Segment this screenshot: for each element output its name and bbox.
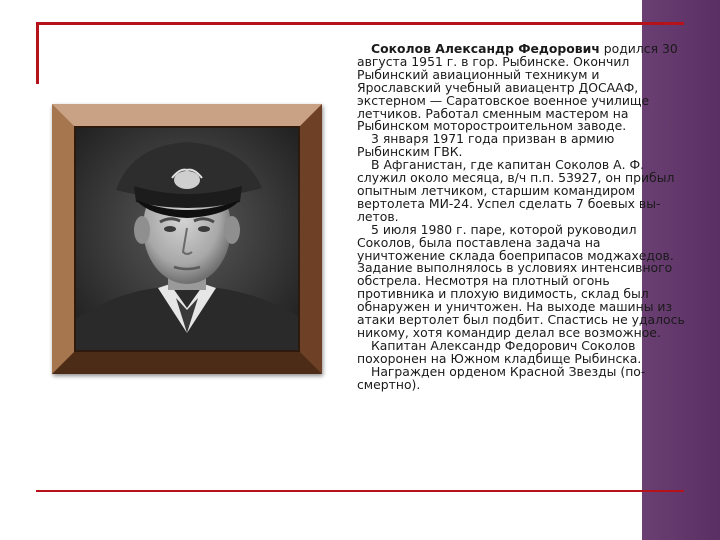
top-accent-line [36,22,684,25]
bio-paragraph-6: Награжден орденом Красной Звезды (по-смертно). [357,363,646,392]
portrait-photo [74,126,300,352]
bio-paragraph-1: Соколов Александр Федорович родился 30 августа 1951 г. в гор. Рыбинске. Окончил Рыбинский авиационный техникум и Ярославский учебный авиацентр ДОСААФ, экстерном — Саратовское военное училище летчиков. Работал сменным мастером на Рыбинском моторостроительном заводе. [357,41,678,134]
bottom-accent-line [36,490,684,492]
left-accent-tick [36,22,39,84]
person-name: Соколов Александр Федорович [371,41,600,56]
portrait-frame [52,104,322,374]
bio-paragraph-5: Капитан Александр Федорович Соколов похоронен на Южном кладбище Рыбинска. [357,337,642,366]
portrait-photo-icon [76,128,298,350]
bio-paragraph-2: 3 января 1971 года призван в армию Рыбинским ГВК. [357,131,615,160]
bio-paragraph-3: В Афганистан, где капитан Соколов А. Ф. служил около месяца, в/ч п.п. 53927, он прибыл опытным летчиком, старшим командиром вертолета МИ-24. Успел сделать 7 боевых вы-летов. [357,157,675,224]
bio-paragraph-4: 5 июля 1980 г. паре, которой руководил Соколов, была поставлена задача на уничтожение склада боеприпасов моджахедов. Задание выполнялось в условиях интенсивного обстрела. Несмотря на плотный огонь противника и плохую видимость, склад был обнаружен и уничтожен. На выходе машины из атаки вертолет был подбит. Спастись не удалось никому, хотя командир делал все возможное. [357,221,685,340]
biography-text [357,43,685,391]
